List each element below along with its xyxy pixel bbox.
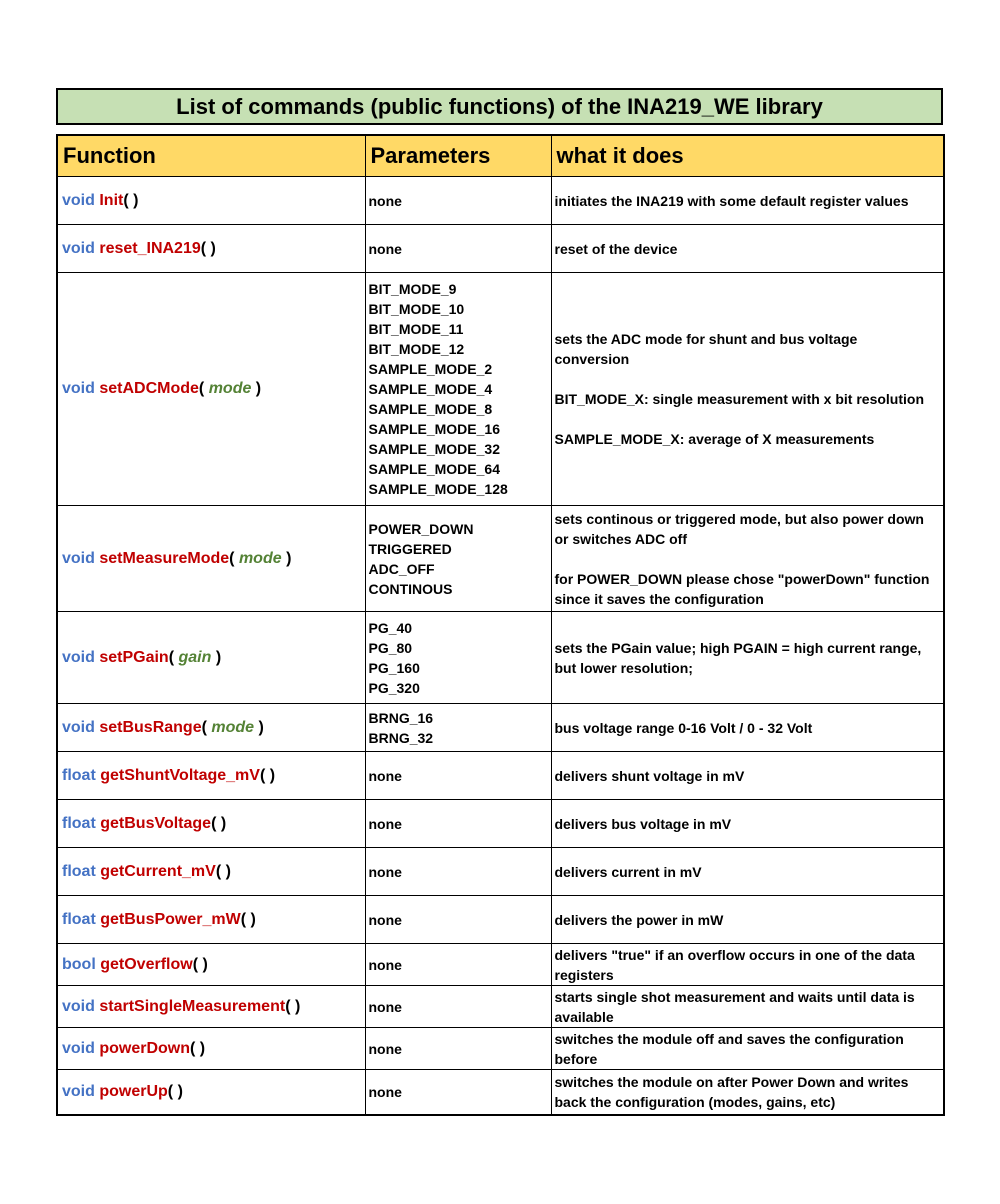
table-row (57, 225, 944, 273)
parameter-value: BIT_MODE_10 (368, 301, 465, 317)
description-cell (551, 944, 944, 986)
parameter-value: ADC_OFF (368, 560, 435, 577)
parameter-value: none (368, 956, 402, 973)
description-line: sets the PGain value; high PGAIN = high current range, (554, 639, 922, 656)
open-paren: ( (215, 862, 226, 880)
function-name: startSingleMeasurement (99, 997, 286, 1015)
description-spacer (555, 369, 941, 389)
function-name: getBusVoltage (100, 814, 212, 832)
function-name: setADCMode (99, 380, 199, 397)
description-line: but lower resolution; (554, 659, 693, 676)
function-name: setBusRange (99, 718, 202, 736)
close-paren: ) (254, 718, 264, 736)
parameter-value: none (368, 1083, 402, 1100)
description-line: switches the module on after Power Down and writes (554, 1073, 909, 1090)
parameter-value: none (368, 815, 402, 832)
return-type: void (62, 549, 95, 567)
open-paren: ( (200, 239, 211, 257)
return-type: float (62, 910, 96, 928)
function-cell (57, 225, 365, 273)
description-line: or switches ADC off (554, 530, 687, 547)
parameter-value: SAMPLE_MODE_128 (368, 481, 508, 497)
function-name: setMeasureMode (99, 549, 230, 567)
open-paren: ( (192, 955, 203, 973)
description-cell (551, 896, 944, 944)
table-row (57, 944, 944, 986)
description-cell (551, 1028, 944, 1070)
description-line: sets continous or triggered mode, but also power down (554, 510, 924, 527)
description-cell (551, 800, 944, 848)
function-cell (57, 848, 365, 896)
description-line: conversion (554, 351, 630, 367)
function-cell (57, 944, 365, 986)
function-cell (57, 1070, 365, 1115)
parameters-cell (365, 273, 551, 506)
return-type: void (62, 1039, 95, 1057)
function-name: Init (99, 191, 124, 209)
table-row (57, 752, 944, 800)
header-what-it-does: what it does (551, 135, 944, 177)
parameter-value: POWER_DOWN (368, 520, 474, 537)
description-line: switches the module off and saves the configuration (554, 1030, 904, 1047)
parameters-cell (365, 177, 551, 225)
description-cell (551, 986, 944, 1028)
parameter-value: BIT_MODE_12 (368, 341, 465, 357)
return-type: void (62, 191, 95, 209)
open-paren: ( (229, 549, 239, 567)
parameters-cell (365, 986, 551, 1028)
description-line: initiates the INA219 with some default register values (554, 192, 909, 209)
function-cell (57, 986, 365, 1028)
description-line: starts single shot measurement and waits until data is (554, 988, 915, 1005)
description-line: back the configuration (modes, gains, etc) (554, 1093, 836, 1110)
parameter-value: SAMPLE_MODE_8 (368, 401, 493, 417)
return-type: void (62, 648, 95, 666)
open-paren: ( (259, 766, 270, 784)
description-cell (551, 848, 944, 896)
return-type: float (62, 766, 96, 784)
table-row (57, 612, 944, 704)
close-paren: ) (220, 814, 227, 832)
description-line: delivers "true" if an overflow occurs in one of the data (554, 946, 915, 963)
close-paren: ) (211, 648, 222, 666)
parameter-value: BRNG_32 (368, 729, 434, 746)
description-line: delivers current in mV (554, 863, 702, 880)
table-row (57, 177, 944, 225)
parameters-cell (365, 612, 551, 704)
function-cell (57, 800, 365, 848)
open-paren: ( (211, 814, 221, 832)
header-parameters: Parameters (365, 135, 551, 177)
open-paren: ( (123, 191, 134, 209)
function-name: getShuntVoltage_mV (100, 766, 260, 784)
parameters-cell (365, 944, 551, 986)
parameter-value: PG_160 (368, 659, 420, 676)
parameters-cell (365, 704, 551, 752)
parameter-value: SAMPLE_MODE_2 (368, 361, 493, 377)
table-row (57, 506, 944, 612)
description-cell (551, 612, 944, 704)
return-type: void (62, 380, 95, 397)
description-line: sets the ADC mode for shunt and bus voltage (554, 331, 858, 347)
description-cell (551, 704, 944, 752)
function-name: powerUp (99, 1082, 168, 1100)
parameter-value: SAMPLE_MODE_64 (368, 461, 500, 477)
return-type: bool (62, 955, 96, 973)
parameter-value: BIT_MODE_9 (368, 281, 457, 297)
description-cell (551, 273, 944, 506)
parameter-value: none (368, 998, 402, 1015)
close-paren: ) (210, 239, 216, 257)
description-spacer (555, 549, 941, 569)
close-paren: ) (133, 191, 139, 209)
parameters-cell (365, 848, 551, 896)
argument-name: gain (178, 648, 212, 666)
function-cell (57, 1028, 365, 1070)
commands-table (56, 134, 945, 1116)
description-line: since it saves the configuration (554, 590, 764, 607)
open-paren: ( (167, 1082, 178, 1100)
parameter-value: none (368, 1040, 402, 1057)
return-type: void (62, 718, 95, 736)
parameter-value: PG_80 (368, 639, 413, 656)
parameter-value: PG_40 (368, 619, 413, 636)
function-cell (57, 704, 365, 752)
header-function: Function (57, 135, 365, 177)
close-paren: ) (269, 766, 276, 784)
parameter-value: PG_320 (368, 679, 420, 696)
table-row (57, 1028, 944, 1070)
table-row (57, 273, 944, 506)
open-paren: ( (198, 380, 209, 397)
header-row (57, 135, 944, 177)
parameters-cell (365, 225, 551, 273)
description-line: delivers shunt voltage in mV (554, 767, 745, 784)
close-paren: ) (225, 862, 231, 880)
close-paren: ) (199, 1039, 206, 1057)
open-paren: ( (240, 910, 251, 928)
parameters-cell (365, 1070, 551, 1115)
parameter-value: BIT_MODE_11 (368, 321, 464, 337)
function-cell (57, 177, 365, 225)
parameter-value: none (368, 911, 402, 928)
parameter-value: none (368, 863, 402, 880)
argument-name: mode (208, 380, 252, 397)
table-row (57, 800, 944, 848)
parameters-cell (365, 896, 551, 944)
close-paren: ) (202, 955, 208, 973)
parameters-cell (365, 752, 551, 800)
table-row (57, 1070, 944, 1115)
function-name: powerDown (99, 1039, 191, 1057)
open-paren: ( (168, 648, 179, 666)
parameters-cell (365, 800, 551, 848)
return-type: float (62, 862, 96, 880)
close-paren: ) (294, 997, 301, 1015)
parameter-value: SAMPLE_MODE_16 (368, 421, 500, 437)
close-paren: ) (177, 1082, 183, 1100)
description-cell (551, 752, 944, 800)
function-name: getOverflow (100, 955, 193, 973)
description-line: registers (554, 966, 614, 983)
function-cell (57, 506, 365, 612)
return-type: void (62, 997, 95, 1015)
argument-name: mode (238, 549, 282, 567)
parameters-cell (365, 506, 551, 612)
function-name: getCurrent_mV (100, 862, 216, 880)
description-line: for POWER_DOWN please chose "powerDown" function (554, 570, 930, 587)
parameter-value: TRIGGERED (368, 540, 452, 557)
close-paren: ) (281, 549, 292, 567)
open-paren: ( (285, 997, 295, 1015)
description-cell (551, 1070, 944, 1115)
parameter-value: none (368, 192, 402, 209)
function-name: getBusPower_mW (100, 910, 241, 928)
function-name: reset_INA219 (99, 239, 201, 257)
description-cell (551, 506, 944, 612)
parameter-value: none (368, 767, 402, 784)
close-paren: ) (251, 380, 262, 397)
parameter-value: SAMPLE_MODE_4 (368, 381, 493, 397)
description-line: delivers the power in mW (554, 911, 724, 928)
parameter-value: BRNG_16 (368, 709, 434, 726)
table-title-text: List of commands (public functions) of the INA219_WE library (176, 93, 823, 119)
table-row (57, 896, 944, 944)
description-line: bus voltage range 0-16 Volt / 0 - 32 Volt (554, 719, 813, 736)
description-line: available (554, 1008, 614, 1025)
table-row (57, 848, 944, 896)
description-cell (551, 225, 944, 273)
table-row (57, 704, 944, 752)
description-spacer (555, 409, 941, 429)
return-type: float (62, 814, 96, 832)
argument-name: mode (211, 718, 255, 736)
table-row (57, 986, 944, 1028)
open-paren: ( (201, 718, 212, 736)
function-cell (57, 896, 365, 944)
parameter-value: SAMPLE_MODE_32 (368, 441, 500, 457)
function-cell (57, 752, 365, 800)
description-line: SAMPLE_MODE_X: average of X measurements (554, 431, 875, 447)
parameters-cell (365, 1028, 551, 1070)
function-name: setPGain (99, 648, 169, 666)
parameter-value: none (368, 240, 402, 257)
parameter-value: CONTINOUS (368, 580, 453, 597)
open-paren: ( (190, 1039, 200, 1057)
close-paren: ) (250, 910, 256, 928)
function-cell (57, 273, 365, 506)
description-line: reset of the device (554, 240, 678, 257)
return-type: void (62, 239, 95, 257)
description-line: BIT_MODE_X: single measurement with x bit resolution (554, 391, 925, 407)
description-line: before (554, 1050, 598, 1067)
table-title (56, 88, 943, 125)
description-line: delivers bus voltage in mV (554, 815, 732, 832)
return-type: void (62, 1082, 95, 1100)
function-cell (57, 612, 365, 704)
description-cell (551, 177, 944, 225)
